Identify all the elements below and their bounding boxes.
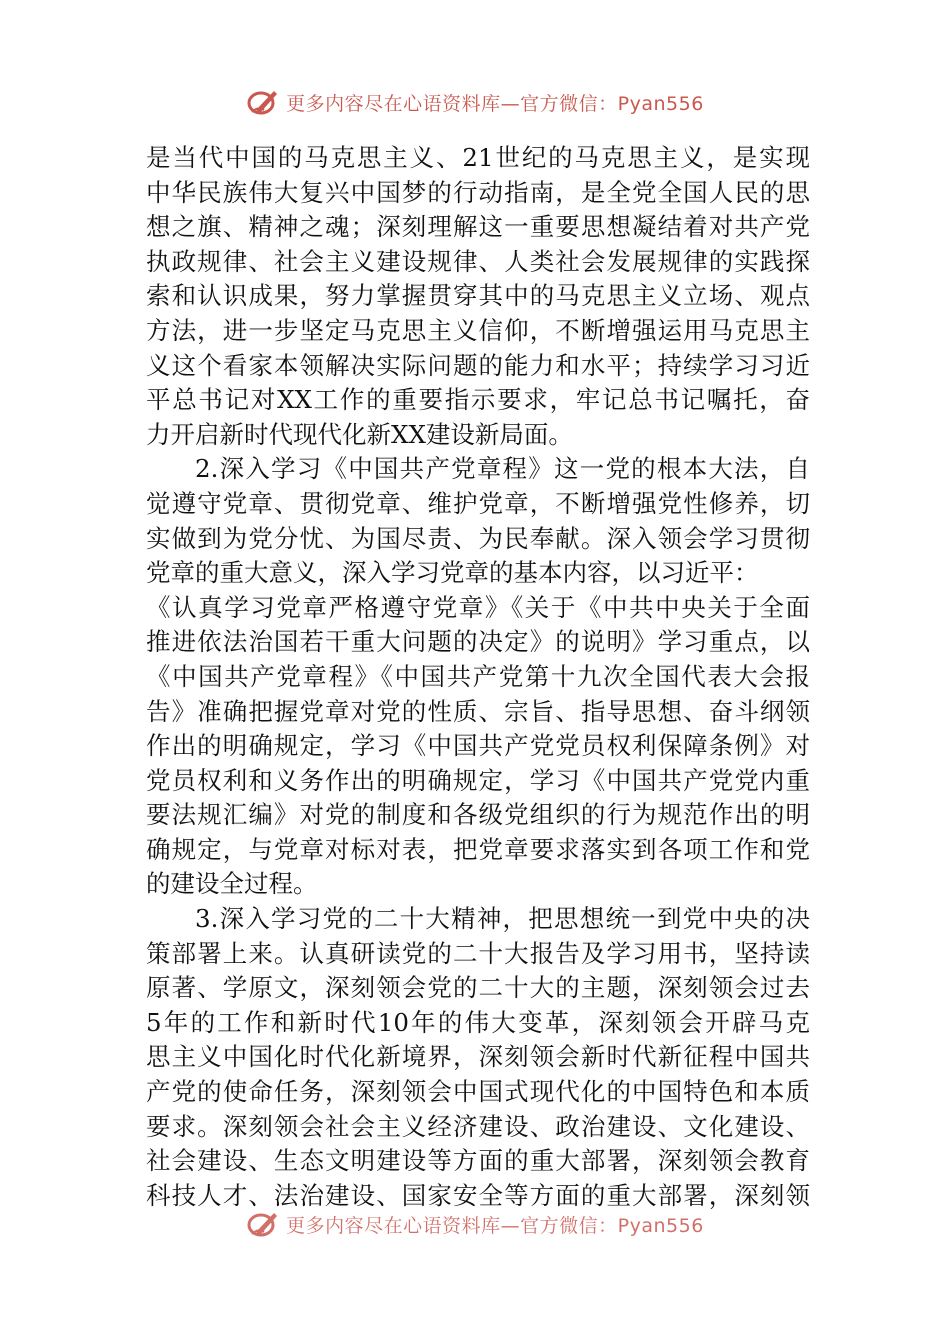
text-line: 确规定，与党章对标对表，把党章要求落实到各项工作和党: [146, 834, 810, 864]
text-line: 原著、学原文，深刻领会党的二十大的主题，深刻领会过去: [146, 973, 810, 1003]
text-line: 思主义中国化时代化新境界，深刻领会新时代新征程中国共: [146, 1042, 810, 1072]
footer-watermark: [0, 1208, 950, 1240]
text-line: 是当代中国的马克思主义、21世纪的马克思主义，是实现: [146, 143, 810, 172]
text-line: 社会建设、生态文明建设等方面的重大部署，深刻领会教育: [146, 1146, 810, 1176]
watermark-text: 更多内容尽在心语资料库—官方微信：Pyan556: [286, 92, 704, 115]
text-line: 义这个看家本领解决实际问题的能力和水平；持续学习习近: [146, 350, 810, 380]
text-line: 实做到为党分忧、为国尽责、为民奉献。深入领会学习贯彻: [146, 523, 810, 553]
text-line: 作出的明确规定，学习《中国共产党党员权利保障条例》对: [146, 731, 810, 761]
text-line: 党员权利和义务作出的明确规定，学习《中国共产党党内重: [146, 765, 810, 795]
text-line: 产党的使命任务，深刻领会中国式现代化的中国特色和本质: [146, 1077, 810, 1107]
text-line: 觉遵守党章、贯彻党章、维护党章，不断增强党性修养，切: [146, 488, 810, 518]
paragraph-start-line: 3.深入学习党的二十大精神，把思想统一到党中央的决: [195, 904, 810, 934]
text-line: 党章的重大意义，深入学习党章的基本内容，以习近平：: [146, 558, 759, 588]
text-line: 力开启新时代现代化新XX建设新局面。: [146, 419, 573, 449]
text-line: 平总书记对XX工作的重要指示要求，牢记总书记嘱托，奋: [146, 385, 810, 415]
text-line: 《认真学习党章严格遵守党章》《关于《中共中央关于全面: [146, 592, 810, 622]
pen-logo-icon: [246, 1208, 280, 1240]
text-line: 索和认识成果，努力掌握贯穿其中的马克思主义立场、观点: [146, 281, 810, 311]
text-line: 5年的工作和新时代10年的伟大变革，深刻领会开辟马克: [146, 1007, 810, 1037]
pen-logo-icon: [246, 86, 280, 118]
body-text: [146, 141, 810, 1213]
text-line: 《中国共产党章程》《中国共产党第十九次全国代表大会报: [146, 661, 810, 691]
text-line: 要法规汇编》对党的制度和各级党组织的行为规范作出的明: [146, 800, 810, 830]
text-line: 策部署上来。认真研读党的二十大报告及学习用书，坚持读: [146, 938, 810, 968]
text-line: 推进依法治国若干重大问题的决定》的说明》学习重点，以: [146, 627, 810, 657]
watermark-text: 更多内容尽在心语资料库—官方微信：Pyan556: [286, 1214, 704, 1237]
text-line: 告》准确把握党章对党的性质、宗旨、指导思想、奋斗纲领: [146, 696, 810, 726]
text-line: 方法，进一步坚定马克思主义信仰，不断增强运用马克思主: [146, 315, 810, 345]
text-line: 想之旗、精神之魂；深刻理解这一重要思想凝结着对共产党: [146, 212, 810, 242]
text-line: 科技人才、法治建设、国家安全等方面的重大部署，深刻领: [146, 1180, 810, 1210]
text-line: 要求。深刻领会社会主义经济建设、政治建设、文化建设、: [146, 1111, 810, 1141]
text-line: 执政规律、社会主义建设规律、人类社会发展规律的实践探: [146, 246, 810, 276]
paragraph-start-line: 2.深入学习《中国共产党章程》这一党的根本大法，自: [195, 454, 810, 484]
text-line: 的建设全过程。: [146, 869, 318, 899]
header-watermark: [0, 86, 950, 118]
text-line: 中华民族伟大复兴中国梦的行动指南，是全党全国人民的思: [146, 177, 810, 207]
